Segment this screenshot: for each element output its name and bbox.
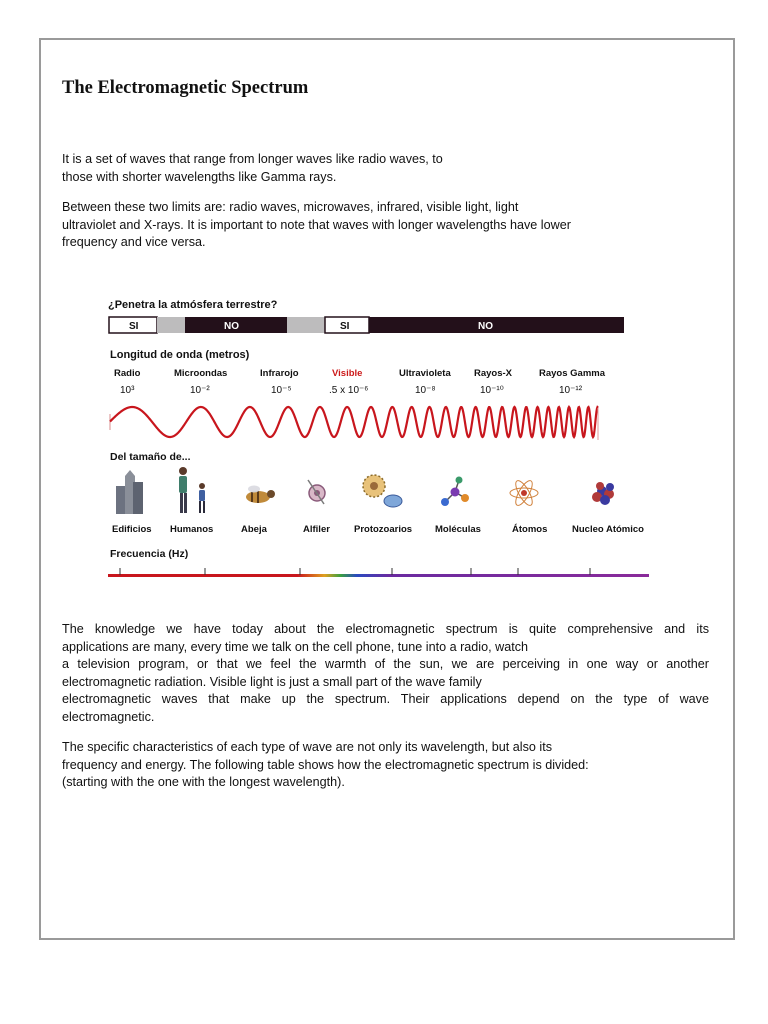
- intro-paragraph: [62, 151, 702, 186]
- atmosphere-label: NO: [224, 321, 239, 332]
- buildings-icon: [116, 470, 143, 514]
- molecules-icon: [441, 477, 469, 507]
- knowledge-line: electromagnetic radiation. Visible light is just a small part of the wave family: [62, 674, 482, 689]
- frequency-ticks: [120, 568, 590, 575]
- knowledge-line: electromagnetic waves that make up the spectrum. Their applications depend on the type of wave: [62, 692, 709, 706]
- spectrum-figure: [62, 290, 692, 590]
- characteristics-paragraph: [62, 739, 709, 792]
- band-name: Ultravioleta: [399, 368, 451, 379]
- nucleus-icon: [592, 482, 614, 505]
- atmosphere-no-segment: [369, 317, 624, 333]
- size-item-label: Moléculas: [435, 524, 481, 535]
- band-name: Radio: [114, 368, 141, 379]
- characteristics-line: The specific characteristics of each type of wave are not only its wavelength, but also its: [62, 740, 553, 754]
- atmosphere-question: ¿Penetra la atmósfera terrestre?: [108, 299, 278, 311]
- characteristics-line: (starting with the one with the longest wavelength).: [62, 775, 345, 789]
- humans-icon: [179, 467, 205, 513]
- limits-line: Between these two limits are: radio waves, microwaves, infrared, visible light, light: [62, 200, 519, 214]
- protozoa-icon: [363, 475, 402, 507]
- knowledge-line: a television program, or that we feel the warmth of the sun, we are perceiving in one way or another: [62, 657, 709, 671]
- knowledge-line: electromagnetic.: [62, 709, 155, 724]
- knowledge-paragraph: [62, 621, 709, 726]
- limits-line: frequency and vice versa.: [62, 235, 206, 249]
- size-item-label: Humanos: [170, 524, 214, 535]
- size-item-label: Edificios: [112, 524, 152, 535]
- wavelength-label: Longitud de onda (metros): [110, 349, 250, 361]
- pin-icon: [308, 480, 325, 504]
- band-labels: [114, 368, 606, 396]
- size-label: Del tamaño de...: [110, 451, 191, 463]
- band-name: Rayos-X: [474, 368, 513, 379]
- band-wavelength: 10³: [120, 385, 135, 396]
- band-name-visible: Visible: [332, 368, 363, 379]
- wavelength-wave: [110, 407, 598, 437]
- intro-line: It is a set of waves that range from longer waves like radio waves, to: [62, 152, 443, 166]
- band-wavelength: 10⁻⁵: [271, 385, 292, 396]
- atmosphere-bar: [109, 317, 624, 333]
- band-name: Rayos Gamma: [539, 368, 606, 379]
- atmosphere-label: NO: [478, 321, 493, 332]
- page-title: The Electromagnetic Spectrum: [62, 78, 309, 98]
- limits-paragraph: [62, 199, 702, 252]
- bee-icon: [246, 486, 275, 504]
- size-item-label: Nucleo Atómico: [572, 524, 644, 535]
- atmosphere-partial-segment: [157, 317, 185, 333]
- frequency-label: Frecuencia (Hz): [110, 548, 189, 560]
- band-wavelength: 10⁻⁸: [415, 385, 436, 396]
- size-item-label: Abeja: [241, 524, 267, 535]
- characteristics-line: frequency and energy. The following table shows how the electromagnetic spectrum is divided:: [62, 757, 589, 772]
- atmosphere-label: SI: [340, 321, 350, 332]
- size-item-label: Protozoarios: [354, 524, 413, 535]
- atom-icon: [510, 478, 538, 507]
- band-name: Infrarojo: [260, 368, 299, 379]
- knowledge-line: applications are many, every time we talk on the cell phone, tune into a radio, watch: [62, 639, 528, 654]
- band-wavelength: 10⁻¹²: [559, 385, 583, 396]
- size-labels: [112, 524, 644, 535]
- size-item-label: Alfiler: [303, 524, 330, 535]
- band-wavelength: 10⁻²: [190, 385, 210, 396]
- atmosphere-label: SI: [129, 321, 139, 332]
- frequency-axis: [108, 574, 649, 577]
- limits-line: ultraviolet and X-rays. It is important to note that waves with longer wavelengths have lower: [62, 217, 571, 232]
- band-wavelength: 10⁻¹⁰: [480, 385, 504, 396]
- size-item-label: Átomos: [512, 524, 548, 535]
- band-name: Microondas: [174, 368, 228, 379]
- knowledge-line: The knowledge we have today about the electromagnetic spectrum is quite comprehensive and its: [62, 622, 709, 636]
- atmosphere-partial-segment: [287, 317, 325, 333]
- band-wavelength: .5 x 10⁻⁶: [329, 385, 369, 396]
- intro-line: those with shorter wavelengths like Gamma rays.: [62, 169, 337, 184]
